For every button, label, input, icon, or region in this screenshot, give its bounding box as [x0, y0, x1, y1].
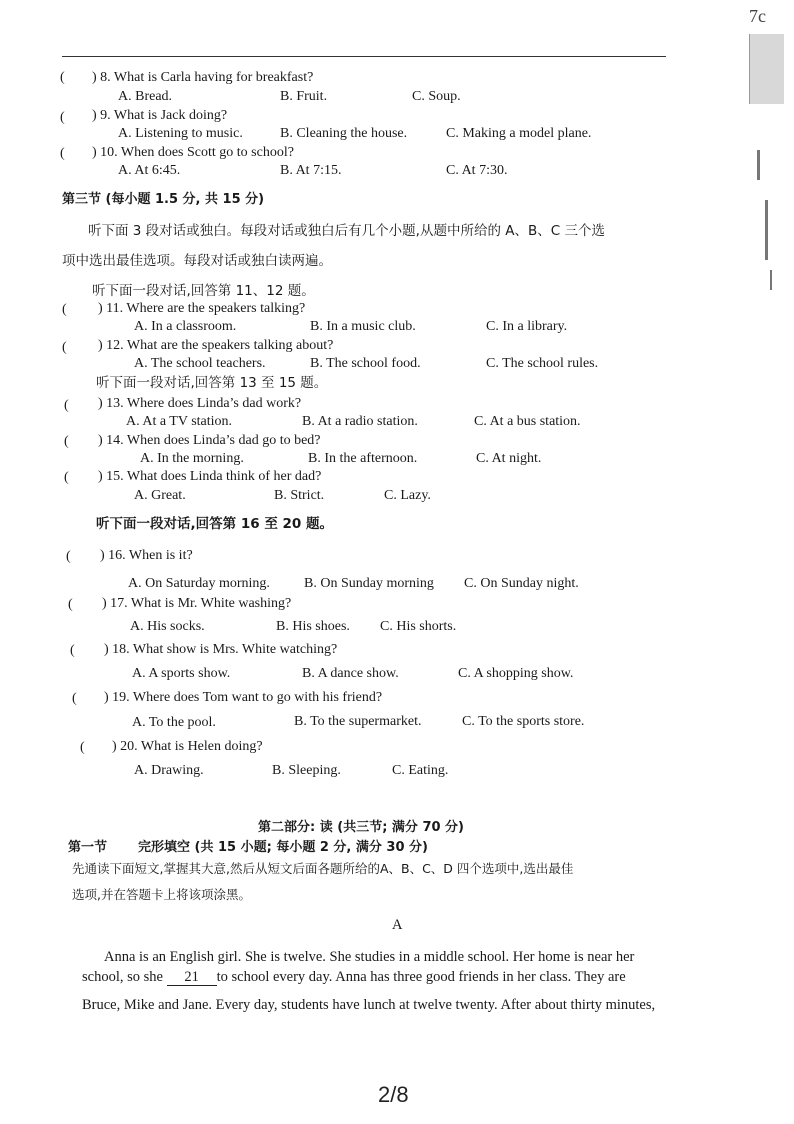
option-c: C. Lazy.: [384, 488, 431, 503]
option-b: B. On Sunday morning: [304, 576, 434, 591]
option-c: C. Making a model plane.: [446, 126, 592, 141]
option-b: B. The school food.: [310, 356, 421, 371]
question-stem: ) 17. What is Mr. White washing?: [102, 596, 292, 611]
option-b: B. At 7:15.: [280, 163, 342, 178]
option-c: C. On Sunday night.: [464, 576, 579, 591]
section-instructions: 项中选出最佳选项。每段对话或独白读两遍。: [62, 253, 332, 269]
answer-paren: (: [70, 643, 75, 658]
answer-paren: (: [62, 302, 67, 317]
option-a: A. Bread.: [118, 89, 173, 104]
option-a: A. At 6:45.: [118, 163, 181, 178]
option-b: B. Cleaning the house.: [280, 126, 408, 141]
option-c: C. At 7:30.: [446, 163, 508, 178]
answer-paren: (: [72, 691, 77, 706]
option-b: B. To the supermarket.: [294, 714, 422, 729]
answer-paren: (: [64, 434, 69, 449]
question-stem: ) 14. When does Linda’s dad go to bed?: [98, 433, 321, 448]
option-a: A. In the morning.: [140, 451, 244, 466]
question-stem: ) 9. What is Jack doing?: [92, 108, 228, 123]
option-c: C. His shorts.: [380, 619, 457, 634]
passage-text: school, so she: [82, 969, 163, 985]
option-a: A. To the pool.: [132, 715, 216, 730]
option-c: C. Soup.: [412, 89, 461, 104]
option-b: B. At a radio station.: [302, 414, 418, 429]
section-instructions: 听下面 3 段对话或独白。每段对话或独白后有几个小题,从题中所给的 A、B、C 三个选: [88, 223, 605, 239]
answer-paren: (: [64, 470, 69, 485]
header-rule: [62, 56, 666, 57]
sub-instructions: 听下面一段对话,回答第 16 至 20 题。: [96, 516, 334, 532]
section-label: 第一节: [68, 840, 108, 855]
option-c: C. At night.: [476, 451, 542, 466]
question-stem: ) 11. Where are the speakers talking?: [98, 301, 306, 316]
option-a: A. Great.: [134, 488, 186, 503]
question-stem: ) 19. Where does Tom want to go with his friend?: [104, 690, 383, 705]
answer-paren: (: [80, 740, 85, 755]
edge-bar: [765, 200, 768, 260]
option-c: C. The school rules.: [486, 356, 599, 371]
option-b: B. Sleeping.: [272, 763, 341, 778]
option-b: B. Fruit.: [280, 89, 328, 104]
edge-mark: 7c: [749, 6, 766, 26]
passage-label: A: [392, 917, 403, 933]
option-a: A. Listening to music.: [118, 126, 243, 141]
option-b: B. His shoes.: [276, 619, 350, 634]
section-instructions: 先通读下面短文,掌握其大意,然后从短文后面各题所给的A、B、C、D 四个选项中,选出最佳: [72, 861, 574, 876]
question-stem: ) 20. What is Helen doing?: [112, 739, 263, 754]
passage-line: Anna is an English girl. She is twelve. She studies in a middle school. Her home is near her: [104, 949, 635, 965]
sub-instructions: 听下面一段对话,回答第 13 至 15 题。: [96, 375, 328, 391]
option-a: A. At a TV station.: [126, 414, 233, 429]
part-title: 第二部分: 读 (共三节; 满分 70 分): [258, 820, 465, 835]
option-b: B. A dance show.: [302, 666, 399, 681]
option-b: B. In a music club.: [310, 319, 416, 334]
option-c: C. In a library.: [486, 319, 568, 334]
section-instructions: 选项,并在答题卡上将该项涂黑。: [72, 887, 251, 902]
answer-paren: (: [66, 549, 71, 564]
answer-paren: (: [60, 110, 65, 125]
question-stem: ) 16. When is it?: [100, 548, 193, 563]
option-b: B. In the afternoon.: [308, 451, 418, 466]
question-stem: ) 8. What is Carla having for breakfast?: [92, 70, 314, 85]
option-a: A. A sports show.: [132, 666, 231, 681]
option-c: C. To the sports store.: [462, 714, 585, 729]
question-stem: ) 10. When does Scott go to school?: [92, 145, 294, 160]
option-c: C. Eating.: [392, 763, 449, 778]
passage-line: Bruce, Mike and Jane. Every day, students have lunch at twelve twenty. After about thirty minutes,: [82, 997, 656, 1013]
option-c: C. A shopping show.: [458, 666, 574, 681]
edge-bar: [770, 270, 772, 290]
answer-paren: (: [64, 398, 69, 413]
question-stem: ) 18. What show is Mrs. White watching?: [104, 642, 338, 657]
question-stem: ) 13. Where does Linda’s dad work?: [98, 396, 302, 411]
sub-instructions: 听下面一段对话,回答第 11、12 题。: [92, 283, 315, 299]
answer-paren: (: [68, 597, 73, 612]
option-a: A. On Saturday morning.: [128, 576, 270, 591]
passage-line: [82, 969, 626, 986]
option-a: A. His socks.: [130, 619, 205, 634]
option-a: A. The school teachers.: [134, 356, 266, 371]
answer-paren: (: [60, 146, 65, 161]
option-b: B. Strict.: [274, 488, 325, 503]
edge-tab: [749, 34, 784, 104]
option-a: A. In a classroom.: [134, 319, 237, 334]
question-stem: ) 12. What are the speakers talking about?: [98, 338, 334, 353]
section-title: 第三节 (每小题 1.5 分, 共 15 分): [62, 192, 265, 207]
passage-text: to school every day. Anna has three good friends in her class. They are: [216, 969, 626, 985]
answer-paren: (: [62, 340, 67, 355]
option-c: C. At a bus station.: [474, 414, 581, 429]
question-stem: ) 15. What does Linda think of her dad?: [98, 469, 322, 484]
option-a: A. Drawing.: [134, 763, 204, 778]
section-title: 完形填空 (共 15 小题; 每小题 2 分, 满分 30 分): [138, 840, 428, 855]
scan-edge: [744, 0, 794, 1124]
page-number: 2/8: [378, 1082, 409, 1107]
answer-paren: (: [60, 70, 65, 85]
edge-bar: [757, 150, 760, 180]
cloze-blank-21[interactable]: 21: [167, 969, 217, 986]
